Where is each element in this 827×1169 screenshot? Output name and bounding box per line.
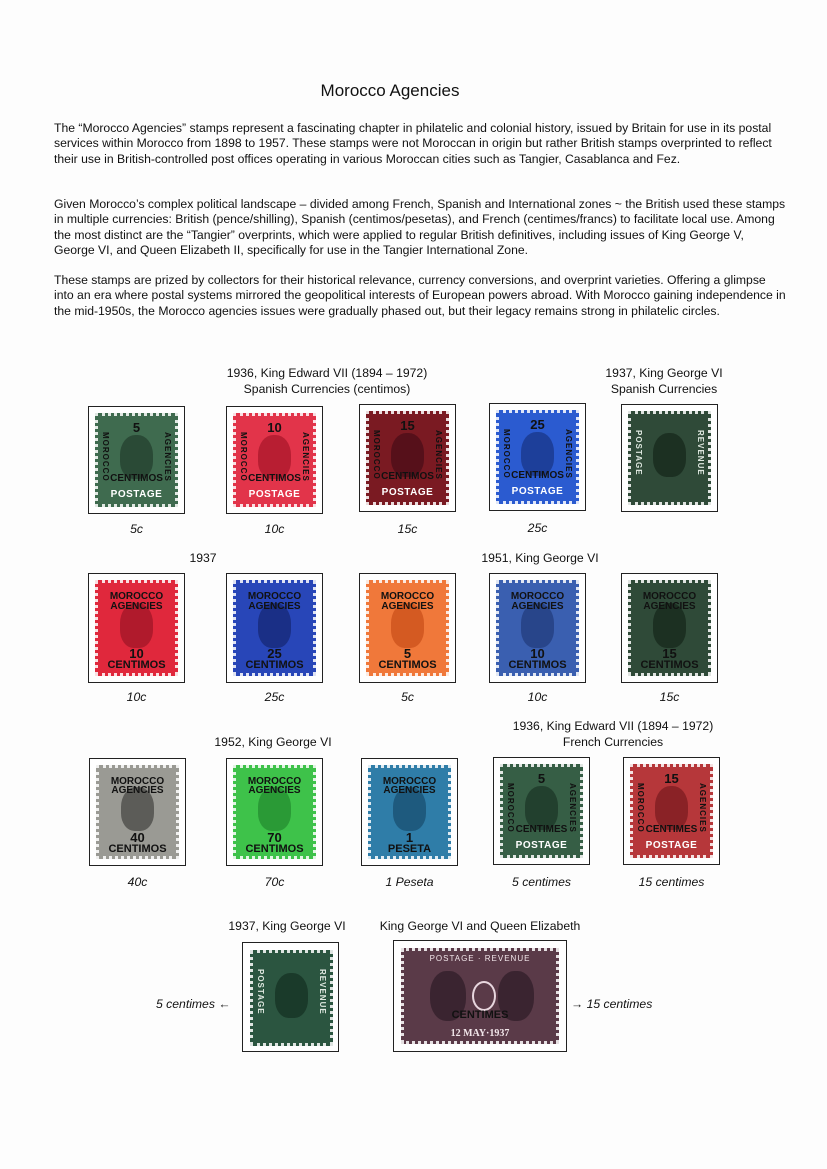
stamp-caption: 15c <box>397 522 418 536</box>
stamp-mount <box>489 573 586 683</box>
stamp-value: 5 <box>537 770 546 786</box>
stamp-mount <box>621 573 718 683</box>
stamp-mount-coronation <box>393 940 567 1052</box>
stamp-postage-text: POSTAGE <box>381 487 434 499</box>
stamp-caption: 40c <box>127 875 148 889</box>
stamp-george-70c <box>233 765 316 859</box>
header-line: 1937, King George VI <box>605 366 723 380</box>
stamp-currency: CENTIMOS <box>378 659 437 672</box>
stamp-coronation-15-centimes <box>401 948 559 1044</box>
stamp-revenue-text: REVENUE <box>696 429 705 476</box>
stamp-caption: 5c <box>401 690 414 704</box>
section-header-1937: 1937 <box>189 551 217 565</box>
stamp-george-5-centimes <box>250 950 333 1046</box>
stamp-value: 5 <box>403 646 412 661</box>
stamp-overprint-left: MOROCCO <box>636 782 645 833</box>
stamp-caption: 5c <box>130 522 143 536</box>
stamp-currency: CENTIMOS <box>640 659 699 672</box>
stamp-george-25c <box>233 580 316 676</box>
stamp-top-text: POSTAGE · REVENUE <box>429 954 531 963</box>
stamp-postage-text: POSTAGE <box>248 489 301 501</box>
monogram-icon <box>472 981 496 1011</box>
stamp-value: 15 <box>662 646 677 661</box>
stamp-value: 5 <box>132 419 141 435</box>
stamp-revenue-text: REVENUE <box>318 969 327 1015</box>
section-header-1952: 1952, King George VI <box>214 735 332 749</box>
stamp-mount <box>493 757 590 865</box>
stamp-overprint-line2: AGENCIES <box>643 600 696 612</box>
stamp-overprint-currency: CENTIMOS <box>248 473 301 485</box>
stamp-edward-15c <box>366 411 449 505</box>
stamp-overprint-line2: AGENCIES <box>381 600 434 612</box>
stamp-mount <box>242 942 339 1052</box>
stamp-george-1951-15c <box>628 580 711 676</box>
stamp-overprint-line1: MOROCCO <box>110 775 165 787</box>
stamp-overprint-right: AGENCIES <box>564 428 573 479</box>
stamp-postage-text: POSTAGE <box>515 840 568 852</box>
stamp-mount <box>359 573 456 683</box>
stamp-caption: 10c <box>264 522 285 536</box>
stamp-value: 25 <box>267 646 282 661</box>
stamp-overprint-line1: MOROCCO <box>109 591 164 602</box>
stamp-value: 10 <box>129 646 144 661</box>
stamp-edward-5-centimes <box>500 764 583 858</box>
stamp-postage-text: POSTAGE <box>511 486 564 498</box>
section-header-edward-french <box>498 719 728 750</box>
stamp-caption: 15c <box>659 690 680 704</box>
stamp-overprint-line1: MOROCCO <box>247 775 302 787</box>
stamp-overprint-right: AGENCIES <box>301 431 310 482</box>
stamp-edward-5c <box>95 413 178 507</box>
stamp-mount <box>623 757 720 865</box>
stamp-caption: 15 centimes <box>638 875 705 889</box>
stamp-george-spanish <box>628 411 711 505</box>
stamp-value: 40 <box>130 829 145 845</box>
stamp-overprint-currency: CENTIMOS <box>110 473 163 485</box>
stamp-overprint-line2: AGENCIES <box>248 600 301 612</box>
stamp-edward-10c <box>233 413 316 507</box>
stamp-overprint-line1: MOROCCO <box>642 591 697 602</box>
stamp-caption: 25c <box>264 690 285 704</box>
history-paragraph: Given Morocco’s complex political landscape – divided among French, Spanish and International zones ~ the British used these stamps in multiple currencies: British (pence/shilling), Spanish (centimos/pesetas), and French (centimes/francs) to facilitate local use. Among the most distinct are the “Tangier” overprints, which were applied to regular British definitives, including issues of King George V, George VI, and Queen Elizabeth II, specifically for use in the Tangier International Zone. <box>54 197 786 258</box>
header-line: 1936, King Edward VII (1894 – 1972) <box>512 719 714 733</box>
header-line: French Currencies <box>562 734 664 749</box>
stamp-overprint-left: MOROCCO <box>239 431 248 482</box>
stamp-currency: PESETA <box>387 842 432 855</box>
stamp-mount <box>361 758 458 866</box>
stamp-mount <box>621 404 718 512</box>
stamp-mount <box>226 406 323 514</box>
stamp-value: 1 <box>405 829 414 845</box>
stamp-value: 10 <box>530 646 545 661</box>
stamp-caption: 1 Peseta <box>385 875 434 889</box>
stamp-george-10c <box>95 580 178 676</box>
intro-paragraph: The “Morocco Agencies” stamps represent a fascinating chapter in philatelic and colonial history, issued by Britain for use in its postal services within Morocco from 1898 to 1957. These stamps were not Moroccan in origin but rather British stamps overprinted to reflect their use in British-controlled post offices operating in various Moroccan cities such as Tangier, Casablanca and Fez. <box>54 121 772 166</box>
stamp-george-1-peseta <box>368 765 451 859</box>
stamp-george-5c <box>366 580 449 676</box>
portrait <box>653 433 687 477</box>
stamp-currency: CENTIMOS <box>245 842 304 855</box>
stamp-currency: CENTIMOS <box>508 659 567 672</box>
stamp-overprint-currency: CENTIMOS <box>381 471 434 483</box>
stamp-edward-15-centimes <box>630 764 713 858</box>
stamp-caption-left: 5 centimes ← <box>156 997 231 1011</box>
stamp-overprint-left: MOROCCO <box>101 431 110 482</box>
collectors-paragraph: These stamps are prized by collectors for their historical relevance, currency conversions, and overprint varieties. Offering a glimpse into an era where postal systems mirrored the geopolitical interests of European powers abroad. With Morocco gaining independence in the mid-1950s, the Morocco agencies issues were gradually phased out, but their legacy remains strong in philatelic circles. <box>54 273 786 318</box>
stamp-postage-text: POSTAGE <box>110 489 163 501</box>
stamp-overprint-line2: AGENCIES <box>110 600 163 612</box>
stamp-mount <box>88 406 185 514</box>
portrait <box>275 973 309 1018</box>
stamp-mount <box>359 404 456 512</box>
stamp-overprint-line1: MOROCCO <box>382 775 437 787</box>
header-line: 1936, King Edward VII (1894 – 1972) <box>226 366 428 380</box>
stamp-value: 70 <box>267 829 282 845</box>
stamp-caption: 5 centimes <box>512 875 571 889</box>
section-header-1937-george: 1937, King George VI <box>228 919 346 933</box>
stamp-currency: CENTIMOS <box>245 659 304 672</box>
stamp-mount <box>88 573 185 683</box>
stamp-overprint-currency: CENTIMOS <box>511 470 564 482</box>
stamp-postage-text: POSTAGE <box>645 840 698 852</box>
stamp-value: 15 <box>664 770 679 786</box>
stamp-george-40c <box>96 765 179 859</box>
stamp-overprint-left: MOROCCO <box>372 429 381 480</box>
stamp-overprint-right: AGENCIES <box>163 431 172 482</box>
stamp-overprint-right: AGENCIES <box>698 782 707 833</box>
stamp-overprint-right: AGENCIES <box>568 782 577 833</box>
stamp-mount <box>226 573 323 683</box>
stamp-caption-right: → 15 centimes <box>571 997 653 1011</box>
stamp-value: 15 <box>400 417 415 433</box>
stamp-overprint-currency: CENTIMES <box>451 1009 509 1022</box>
stamp-overprint-line1: MOROCCO <box>510 591 565 602</box>
stamp-caption: 10c <box>527 690 548 704</box>
stamp-george-1951-10c <box>496 580 579 676</box>
page-title: Morocco Agencies <box>320 81 460 100</box>
stamp-currency: CENTIMOS <box>107 659 166 672</box>
stamp-overprint-line2: AGENCIES <box>511 600 564 612</box>
stamp-mount <box>489 403 586 511</box>
stamp-mount <box>89 758 186 866</box>
stamp-currency: CENTIMOS <box>108 842 167 855</box>
stamp-postage-text: POSTAGE <box>634 429 643 476</box>
stamp-overprint-left: MOROCCO <box>502 428 511 479</box>
section-header-coronation: King George VI and Queen Elizabeth <box>379 919 581 933</box>
stamp-edward-25c <box>496 410 579 504</box>
stamp-caption: 10c <box>126 690 147 704</box>
stamp-overprint-currency: CENTIMES <box>515 824 568 836</box>
stamp-overprint-line2: AGENCIES <box>383 785 436 797</box>
stamp-overprint-line2: AGENCIES <box>248 785 301 797</box>
stamp-overprint-line1: MOROCCO <box>380 591 435 602</box>
stamp-overprint-right: AGENCIES <box>434 429 443 480</box>
stamp-overprint-line2: AGENCIES <box>111 785 164 797</box>
stamp-caption: 25c <box>527 521 548 535</box>
stamp-overprint-left: MOROCCO <box>506 782 515 833</box>
stamp-postage-text: POSTAGE <box>256 969 265 1015</box>
stamp-mount <box>226 758 323 866</box>
section-header-1951: 1951, King George VI <box>481 551 599 565</box>
section-header-george-spanish <box>594 366 734 397</box>
stamp-value: 25 <box>530 416 545 432</box>
stamp-date-text: 12 MAY·1937 <box>450 1028 510 1039</box>
header-line: Spanish Currencies (centimos) <box>243 381 411 396</box>
section-header-edward-spanish <box>212 366 442 397</box>
stamp-overprint-currency: CENTIMES <box>645 824 698 836</box>
stamp-value: 10 <box>267 419 282 435</box>
stamp-caption: 70c <box>264 875 285 889</box>
stamp-overprint-line1: MOROCCO <box>247 591 302 602</box>
header-line: Spanish Currencies <box>610 381 718 396</box>
